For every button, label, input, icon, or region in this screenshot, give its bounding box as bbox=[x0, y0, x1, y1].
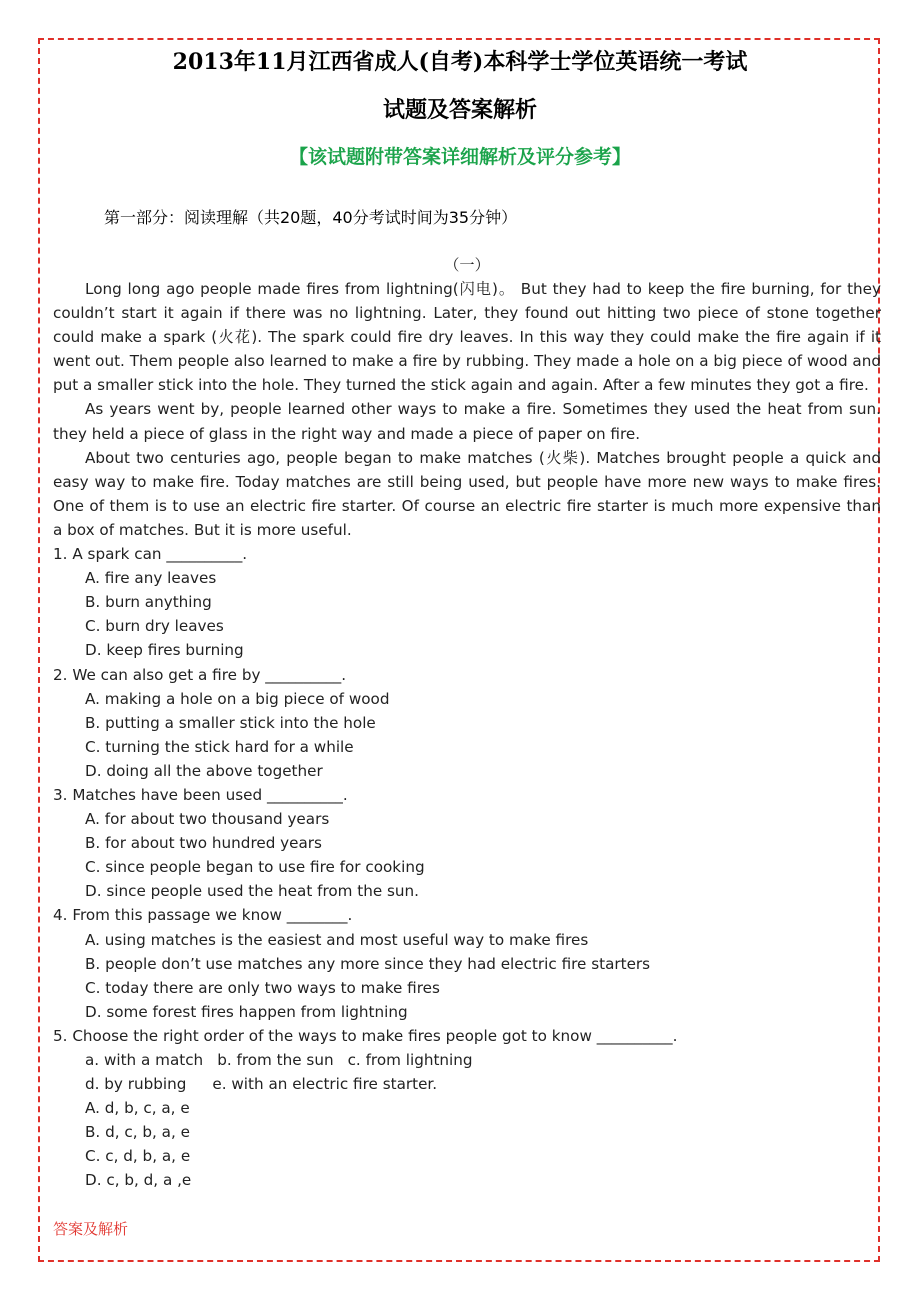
question-option: B. for about two hundred years bbox=[85, 834, 322, 853]
question-option: A. using matches is the easiest and most useful way to make fires bbox=[85, 930, 589, 949]
passage-paragraph: About two centuries ago, people began to make matches (火柴). Matches brought people a quick and easy way to make fire. Today matches are still being used, but people have more new ways to make fires. One of them is to use an electric fire starter. Of course an electric fire starter is much more expensive than a box of matches. But it is more useful. bbox=[53, 448, 881, 539]
order-item: c. from lightning bbox=[347, 1051, 473, 1069]
question-option: D. some forest fires happen from lightning bbox=[85, 1002, 408, 1021]
question-option: A. for about two thousand years bbox=[85, 810, 330, 829]
question-option: A. making a hole on a big piece of wood bbox=[85, 689, 390, 708]
passage-paragraph: Long long ago people made fires from lightning(闪电)。 But they had to keep the fire burning, for they couldn’t start it again if there was no lightning. Later, they found out hitting two piece of stone together could make a spark (火花). The spark could fire dry leaves. In this way they could make the fire again if it went out. Them people also learned to make a fire by rubbing. They made a hole on a big piece of wood and put a smaller stick into the hole. They turned the stick again and again. After a few minutes they got a fire. bbox=[53, 280, 881, 395]
question-option: D. since people used the heat from the sun. bbox=[85, 882, 420, 901]
question-stem: 1. A spark can __________. bbox=[53, 545, 248, 564]
question-stem: 3. Matches have been used __________. bbox=[53, 785, 348, 804]
reading-content bbox=[53, 253, 881, 1193]
question-option: C. since people began to use fire for cooking bbox=[85, 858, 425, 877]
question-stem: 5. Choose the right order of the ways to make fires people got to know __________. bbox=[53, 1026, 678, 1045]
question-option: D. keep fires burning bbox=[85, 641, 244, 660]
question-stem: 2. We can also get a fire by __________. bbox=[53, 665, 347, 684]
question-option: B. putting a smaller stick into the hole bbox=[85, 713, 376, 732]
question-option: B. burn anything bbox=[85, 593, 212, 612]
question-option: C. burn dry leaves bbox=[85, 617, 224, 636]
exam-subtitle-title: 试题及答案解析 bbox=[382, 97, 537, 123]
answer-section-label: 答案及解析 bbox=[53, 1220, 129, 1238]
question-option: D. c, b, d, a ,e bbox=[85, 1171, 192, 1190]
question-stem: 4. From this passage we know ________. bbox=[53, 906, 353, 925]
question-option: D. doing all the above together bbox=[85, 761, 323, 780]
question-option: C. turning the stick hard for a while bbox=[85, 737, 354, 756]
order-item: a. with a match bbox=[85, 1051, 204, 1069]
order-item: e. with an electric fire starter. bbox=[212, 1075, 438, 1094]
passage-paragraph: As years went by, people learned other ways to make a fire. Sometimes they used the heat from sun. they held a piece of glass in the right way and made a piece of paper on fire. bbox=[53, 400, 881, 443]
answer-note: 【该试题附带答案详细解析及评分参考】 bbox=[288, 146, 631, 168]
order-item: d. by rubbing bbox=[85, 1075, 187, 1094]
section-heading: 第一部分：阅读理解（共20题，40分考试时间为35分钟） bbox=[104, 208, 518, 227]
question-option: A. d, b, c, a, e bbox=[85, 1099, 190, 1118]
passage-number: （一） bbox=[444, 256, 490, 274]
question-option: C. today there are only two ways to make fires bbox=[85, 978, 440, 997]
question-option: B. d, c, b, a, e bbox=[85, 1123, 190, 1142]
question-option: B. people don’t use matches any more since they had electric fire starters bbox=[85, 954, 651, 973]
question-option: C. c, d, b, a, e bbox=[85, 1147, 191, 1166]
order-items-row bbox=[85, 1072, 881, 1096]
question-option: A. fire any leaves bbox=[85, 569, 217, 588]
order-items-row bbox=[85, 1048, 881, 1072]
order-item: b. from the sun bbox=[217, 1051, 334, 1069]
exam-title: 2013年11月江西省成人(自考)本科学士学位英语统一考试 bbox=[172, 49, 748, 75]
